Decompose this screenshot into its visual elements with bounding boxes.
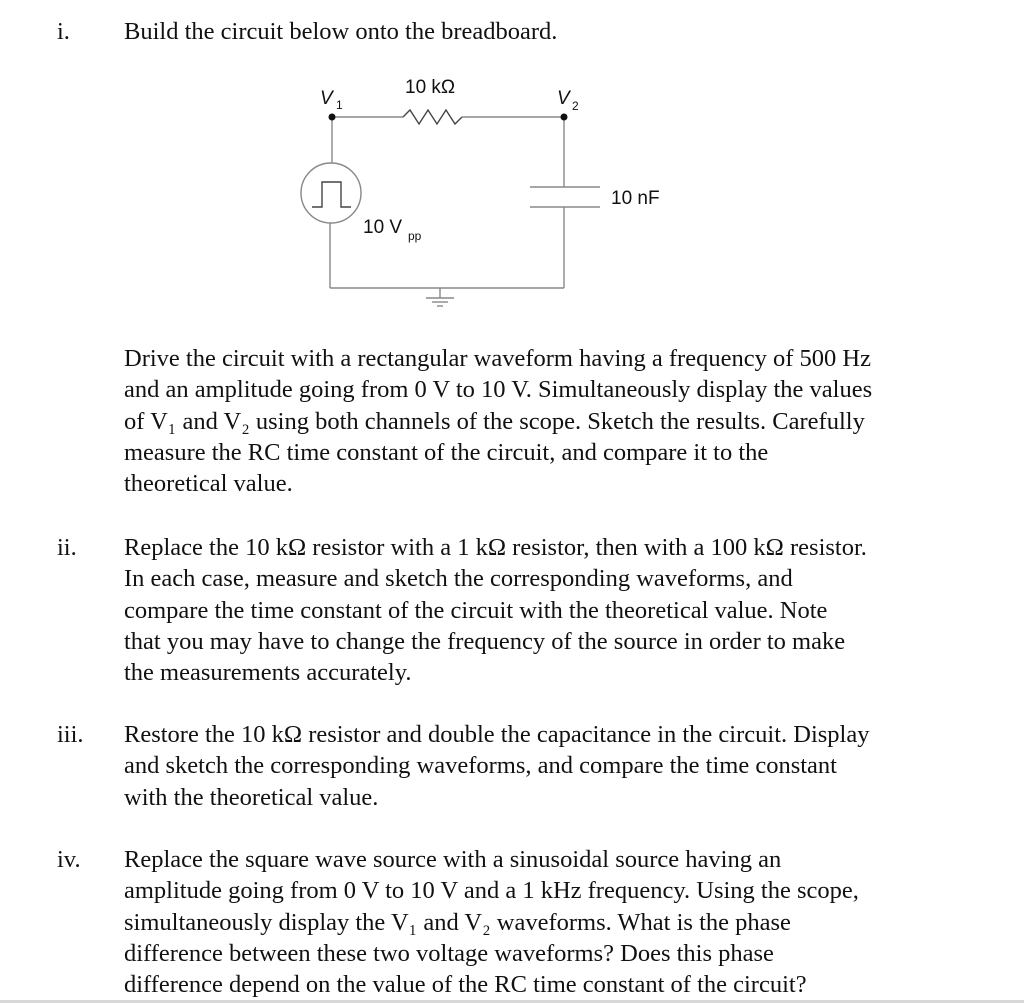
text-line: and sketch the corresponding waveforms, and compare the time constant bbox=[124, 752, 837, 780]
v2-subscript: 2 bbox=[572, 99, 579, 113]
text-line: difference between these two voltage waveforms? Does this phase bbox=[124, 939, 774, 967]
text-line: of V₁ and V₂ using both channels of the scope. Sketch the results. Carefully bbox=[124, 407, 865, 435]
item-number-iv: iv. bbox=[57, 846, 81, 873]
text-line: that you may have to change the frequency of the source in order to make bbox=[124, 627, 846, 655]
text-line: Build the circuit below onto the breadboard. bbox=[124, 18, 558, 45]
text-line: Drive the circuit with a rectangular waveform having a frequency of 500 Hz bbox=[124, 345, 871, 372]
resistor-icon bbox=[403, 110, 462, 124]
source-amplitude: 10 V bbox=[363, 217, 403, 238]
item-number-iii: iii. bbox=[57, 721, 84, 748]
text-line: In each case, measure and sketch the corresponding waveforms, and bbox=[124, 565, 793, 593]
item-i-description bbox=[124, 343, 872, 499]
text-line: measure the RC time constant of the circuit, and compare it to the bbox=[124, 438, 769, 466]
text-line: and an amplitude going from 0 V to 10 V. Simultaneously display the values bbox=[124, 376, 873, 404]
v1-label: V bbox=[320, 88, 333, 109]
text-line: difference depend on the value of the RC time constant of the circuit? bbox=[124, 971, 807, 999]
item-number-ii: ii. bbox=[57, 534, 77, 561]
text-line: amplitude going from 0 V to 10 V and a 1 kHz frequency. Using the scope, bbox=[124, 877, 859, 905]
item-iii-text bbox=[124, 719, 869, 813]
item-iv-text bbox=[124, 844, 859, 1000]
capacitor-value: 10 nF bbox=[611, 188, 660, 209]
text-line: Restore the 10 kΩ resistor and double the capacitance in the circuit. Display bbox=[124, 721, 870, 748]
text-line: Replace the 10 kΩ resistor with a 1 kΩ resistor, then with a 100 kΩ resistor. bbox=[124, 534, 867, 561]
text-line: simultaneously display the V₁ and V₂ waveforms. What is the phase bbox=[124, 908, 791, 936]
resistor-value: 10 kΩ bbox=[405, 77, 456, 98]
v2-label: V bbox=[557, 88, 570, 109]
text-line: compare the time constant of the circuit with the theoretical value. Note bbox=[124, 596, 828, 624]
text-line: the measurements accurately. bbox=[124, 659, 412, 687]
text-line: theoretical value. bbox=[124, 470, 293, 498]
rc-circuit-diagram bbox=[0, 0, 1024, 330]
square-wave-source-icon bbox=[301, 163, 361, 223]
node-v2 bbox=[561, 114, 568, 121]
node-v1 bbox=[329, 114, 336, 121]
v1-subscript: 1 bbox=[336, 98, 343, 112]
item-number-i: i. bbox=[57, 18, 70, 45]
source-amplitude-subscript: pp bbox=[408, 229, 422, 243]
text-line: with the theoretical value. bbox=[124, 783, 379, 811]
text-line: Replace the square wave source with a sinusoidal source having an bbox=[124, 846, 782, 873]
item-ii-text bbox=[124, 532, 867, 688]
